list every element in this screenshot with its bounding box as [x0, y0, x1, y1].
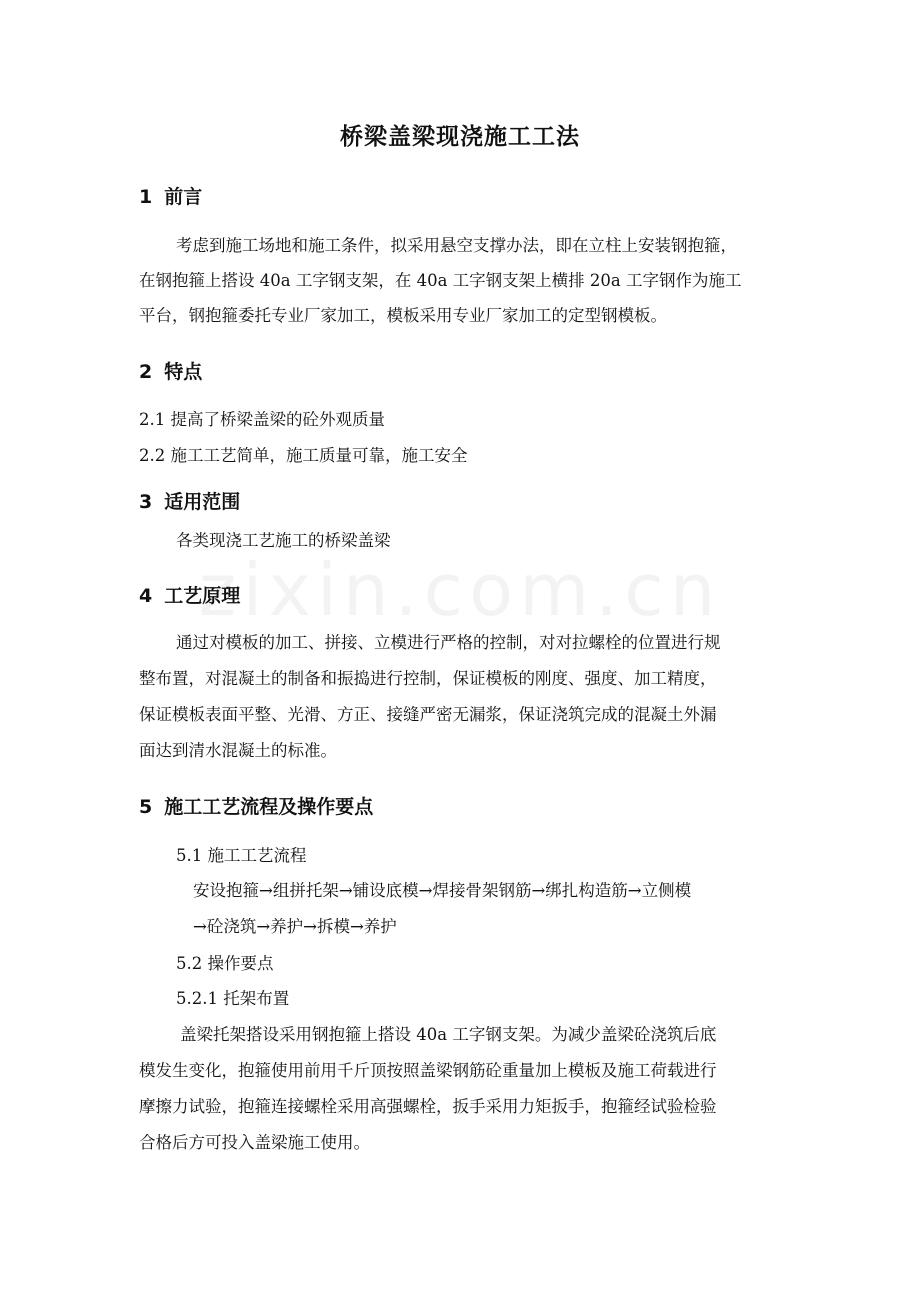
- section-title: 特点: [164, 361, 203, 383]
- section-title: 适用范围: [164, 491, 241, 513]
- section-1-heading: [139, 182, 202, 209]
- subsection-heading: 5.2 操作要点: [176, 954, 274, 973]
- subsection-heading: 5.1 施工工艺流程: [176, 846, 307, 865]
- process-flow-line: 安设抱箍→组拼托架→铺设底模→焊接骨架钢筋→绑扎构造筋→立侧模: [193, 881, 692, 900]
- section-2-heading: [139, 357, 202, 384]
- paragraph-line: 平台，钢抱箍委托专业厂家加工，模板采用专业厂家加工的定型钢模板。: [139, 306, 667, 325]
- paragraph-line: 保证模板表面平整、光滑、方正、接缝严密无漏浆，保证浇筑完成的混凝土外漏: [139, 705, 717, 724]
- document-title: 桥梁盖梁现浇施工工法: [340, 124, 580, 150]
- section-number: 5: [139, 796, 153, 818]
- paragraph-line: 面达到清水混凝土的标准。: [139, 741, 337, 760]
- section-3-heading: [139, 487, 240, 514]
- section-number: 3: [139, 491, 153, 513]
- section-number: 1: [139, 186, 153, 208]
- section-title: 前言: [164, 186, 203, 208]
- paragraph-line: 摩擦力试验，抱箍连接螺栓采用高强螺栓，扳手采用力矩扳手，抱箍经试验检验: [139, 1097, 717, 1116]
- watermark: [0, 548, 920, 632]
- paragraph-line: 合格后方可投入盖梁施工使用。: [139, 1133, 370, 1152]
- paragraph-line: 盖梁托架搭设采用钢抱箍上搭设 40a 工字钢支架。为减少盖梁砼浇筑后底: [180, 1025, 717, 1044]
- section-number: 4: [139, 585, 153, 607]
- subsection-heading: 5.2.1 托架布置: [176, 989, 290, 1008]
- section-number: 2: [139, 361, 153, 383]
- section-5-heading: [139, 792, 373, 819]
- list-item: 2.2 施工工艺简单，施工质量可靠，施工安全: [139, 446, 468, 465]
- paragraph-line: 模发生变化，抱箍使用前用千斤顶按照盖梁钢筋砼重量加上模板及施工荷载进行: [139, 1061, 717, 1080]
- process-flow-line: →砼浇筑→养护→拆模→养护: [193, 917, 397, 936]
- paragraph-line: 在钢抱箍上搭设 40a 工字钢支架，在 40a 工字钢支架上横排 20a 工字钢作为施工: [139, 271, 742, 290]
- list-item: 2.1 提高了桥梁盖梁的砼外观质量: [139, 410, 385, 429]
- section-4-heading: [139, 581, 240, 608]
- paragraph-line: 各类现浇工艺施工的桥梁盖梁: [176, 531, 391, 550]
- section-title: 工艺原理: [164, 585, 241, 607]
- paragraph-line: 整布置，对混凝土的制备和振捣进行控制，保证模板的刚度、强度、加工精度，: [139, 669, 717, 688]
- paragraph-line: 考虑到施工场地和施工条件，拟采用悬空支撑办法，即在立柱上安装钢抱箍，: [176, 236, 737, 255]
- section-title: 施工工艺流程及操作要点: [164, 796, 374, 818]
- paragraph-line: 通过对模板的加工、拼接、立模进行严格的控制，对对拉螺栓的位置进行规: [176, 633, 721, 652]
